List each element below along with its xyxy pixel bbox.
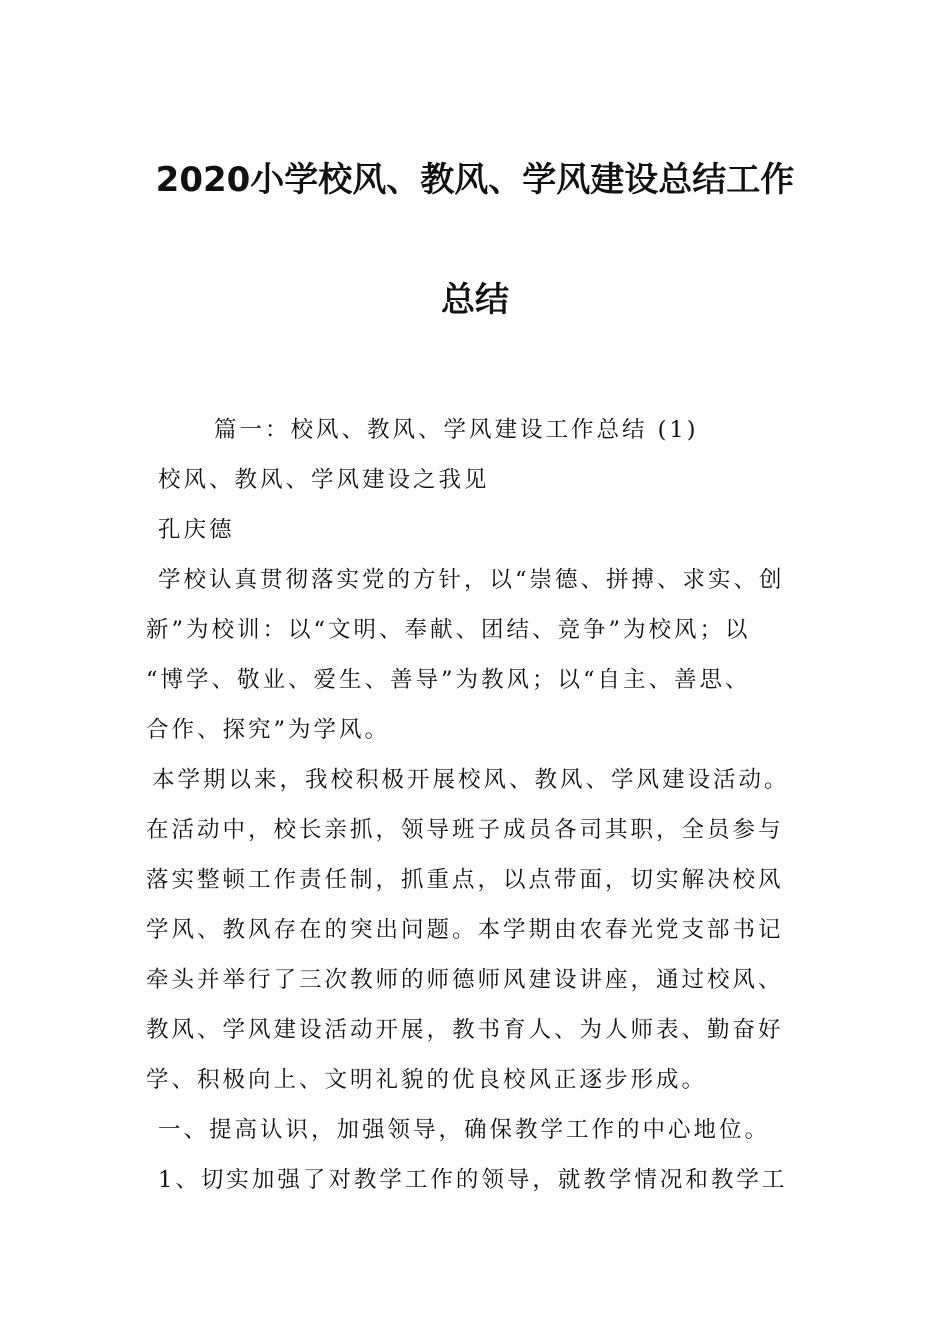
paragraph-line: 教风、学风建设活动开展，教书育人、为人师表、勤奋好	[146, 1017, 784, 1043]
paragraph-line: 在活动中，校长亲抓，领导班子成员各司其职，全员参与	[146, 817, 784, 843]
paragraph-line: 牵头并举行了三次教师的师德师风建设讲座，通过校风、	[146, 967, 784, 993]
paragraph-line: 合作、探究”为学风。	[146, 717, 391, 743]
section-subtitle: 校风、教风、学风建设之我见	[158, 467, 490, 493]
paragraph-line: 学风、教风存在的突出问题。本学期由农春光党支部书记	[146, 917, 784, 943]
paragraph-line: 本学期以来，我校积极开展校风、教风、学风建设活动。	[152, 767, 790, 793]
paragraph-line: 落实整顿工作责任制，抓重点，以点带面，切实解决校风	[146, 867, 784, 893]
paragraph-line: “博学、敬业、爱生、善导”为教风；以“自主、善思、	[146, 667, 751, 693]
paragraph-line: 学校认真贯彻落实党的方针，以“崇德、拼搏、求实、创	[158, 567, 785, 593]
section-heading: 一、提高认识，加强领导，确保教学工作的中心地位。	[158, 1117, 771, 1143]
paragraph-line: 1、切实加强了对教学工作的领导，就教学情况和教学工	[158, 1167, 788, 1193]
paragraph-line: 学、积极向上、文明礼貌的优良校风正逐步形成。	[146, 1067, 708, 1093]
paragraph-line: 新”为校训：以“文明、奉献、团结、竞争”为校风；以	[146, 617, 751, 643]
chapter-heading: 篇一：校风、教风、学风建设工作总结 (1)	[214, 417, 699, 443]
document-title-line-2: 总结	[441, 280, 509, 320]
author-name: 孔庆德	[158, 517, 235, 543]
document-title-line-1: 2020小学校风、教风、学风建设总结工作	[155, 160, 795, 200]
document-body	[146, 405, 806, 1205]
